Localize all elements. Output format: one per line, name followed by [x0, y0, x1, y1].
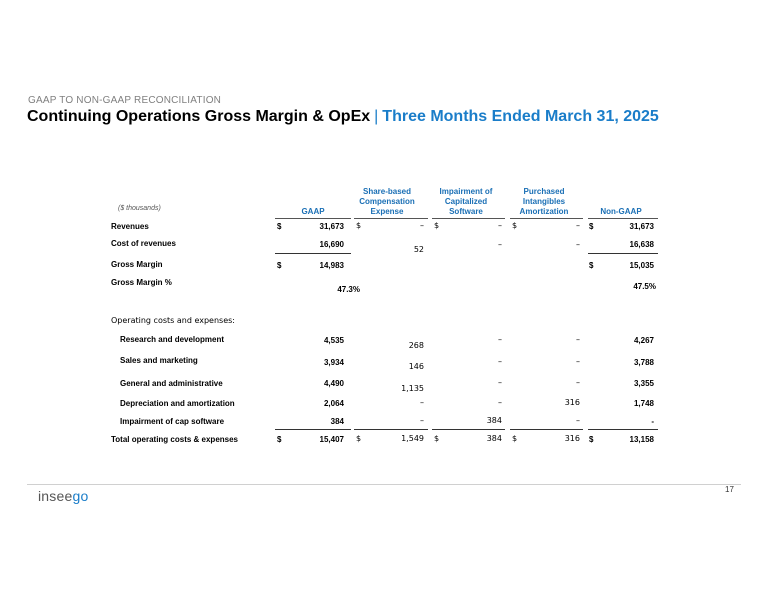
cell-purchased-intangibles: – [576, 221, 580, 230]
title-main: Continuing Operations Gross Margin & OpEx [27, 108, 371, 125]
cell-gaap: 14,983 [319, 261, 344, 270]
cell-nongaap: 47.5% [633, 282, 656, 291]
cell-gaap: 4,535 [323, 336, 344, 345]
row-label-sm: Sales and marketing [120, 356, 198, 365]
cell-purchased-intangibles: 316 [564, 398, 580, 407]
row-underline [275, 253, 351, 254]
logo-text-b: go [72, 488, 89, 504]
dollar-sign: $ [434, 221, 440, 230]
row-underline [588, 429, 658, 430]
dollar-sign: $ [277, 222, 282, 231]
col-header-pia-line: Intangibles [522, 197, 566, 206]
row-label-gross-margin-pct: Gross Margin % [111, 278, 172, 287]
row-underline [510, 429, 583, 430]
footer-divider [27, 484, 741, 485]
units-note: ($ thousands) [118, 205, 161, 212]
row-underline [432, 429, 505, 430]
row-underline [588, 253, 658, 254]
cell-purchased-intangibles: – [576, 335, 580, 344]
cell-impairment: – [498, 240, 502, 249]
cell-purchased-intangibles: – [576, 357, 580, 366]
col-header-nongaap: Non-GAAP [600, 207, 642, 216]
cell-impairment: – [498, 398, 502, 407]
row-label-revenues: Revenues [111, 222, 149, 231]
logo-text-a: insee [38, 488, 73, 504]
cell-purchased-intangibles: – [576, 240, 580, 249]
title-separator: | [374, 108, 379, 125]
dollar-sign: $ [589, 261, 594, 270]
cell-sbc: 52 [413, 245, 424, 254]
cell-impairment: – [498, 357, 502, 366]
cell-sbc: – [420, 398, 424, 407]
cell-nongaap: 3,355 [633, 379, 654, 388]
col-header-sbc-line: Expense [370, 207, 404, 216]
dollar-sign: $ [434, 434, 440, 443]
col-header-gaap: GAAP [301, 207, 325, 216]
cell-sbc: 1,135 [401, 384, 424, 393]
col-header-impairment [429, 187, 503, 217]
cell-gaap: 16,690 [319, 240, 344, 249]
eyebrow-label: GAAP TO NON-GAAP RECONCILIATION [28, 95, 222, 106]
cell-nongaap: 16,638 [629, 240, 654, 249]
header-underline [432, 218, 505, 219]
dollar-sign: $ [356, 221, 362, 230]
row-label-ga: General and administrative [120, 379, 223, 388]
row-label-gross-margin: Gross Margin [111, 260, 163, 269]
cell-gaap: 4,490 [323, 379, 344, 388]
cell-impairment: – [498, 378, 502, 387]
col-header-pia-line: Purchased [523, 187, 565, 196]
dollar-sign: $ [277, 261, 282, 270]
title-subtitle: Three Months Ended March 31, 2025 [382, 108, 659, 125]
row-underline [275, 429, 351, 430]
row-label-cost-of-revenues: Cost of revenues [111, 239, 176, 248]
company-logo [38, 488, 88, 504]
dollar-sign: $ [589, 435, 594, 444]
cell-sbc: – [420, 416, 424, 425]
cell-sbc: – [420, 221, 424, 230]
col-header-impairment-line: Impairment of [439, 187, 493, 196]
row-underline [354, 429, 428, 430]
cell-impairment: – [498, 335, 502, 344]
row-label-impairment-cap-software: Impairment of cap software [120, 417, 225, 426]
header-underline [275, 218, 351, 219]
cell-gaap: 384 [330, 417, 344, 426]
cell-nongaap: 15,035 [629, 261, 654, 270]
cell-impairment: 384 [486, 416, 502, 425]
col-header-purchased-intangibles [507, 187, 581, 217]
page-number: 17 [725, 485, 734, 494]
cell-nongaap: 4,267 [633, 336, 654, 345]
cell-nongaap: 31,673 [629, 222, 654, 231]
row-label-total-opex: Total operating costs & expenses [111, 435, 238, 444]
row-label-rd: Research and development [120, 335, 225, 344]
cell-impairment: 384 [486, 434, 502, 443]
cell-purchased-intangibles: 316 [564, 434, 580, 443]
cell-impairment: – [498, 221, 502, 230]
cell-gaap: 15,407 [319, 435, 344, 444]
dollar-sign: $ [512, 221, 518, 230]
cell-sbc: 1,549 [401, 434, 424, 443]
row-label-da: Depreciation and amortization [120, 399, 235, 408]
cell-sbc: 146 [408, 362, 424, 371]
cell-gaap: 47.3% [337, 285, 360, 294]
col-header-pia-line: Amortization [519, 207, 569, 216]
dollar-sign: $ [589, 222, 594, 231]
cell-gaap: 31,673 [319, 222, 344, 231]
page-title [27, 108, 659, 126]
header-underline [510, 218, 583, 219]
cell-gaap: 2,064 [323, 399, 344, 408]
dollar-sign: $ [512, 434, 518, 443]
cell-nongaap: 1,748 [633, 399, 654, 408]
header-underline [354, 218, 428, 219]
cell-nongaap: 3,788 [633, 358, 654, 367]
section-header-opex: Operating costs and expenses: [111, 316, 235, 325]
header-underline [588, 218, 658, 219]
col-header-impairment-line: Software [449, 207, 483, 216]
dollar-sign: $ [277, 435, 282, 444]
cell-sbc: 268 [408, 341, 424, 350]
col-header-sbc-line: Share-based [362, 187, 412, 196]
cell-nongaap: - [651, 417, 654, 426]
col-header-impairment-line: Capitalized [444, 197, 488, 206]
cell-gaap: 3,934 [323, 358, 344, 367]
cell-nongaap: 13,158 [629, 435, 654, 444]
col-header-sbc-line: Compensation [359, 197, 415, 206]
cell-purchased-intangibles: – [576, 378, 580, 387]
cell-purchased-intangibles: – [576, 416, 580, 425]
dollar-sign: $ [356, 434, 362, 443]
col-header-sbc [350, 187, 424, 217]
